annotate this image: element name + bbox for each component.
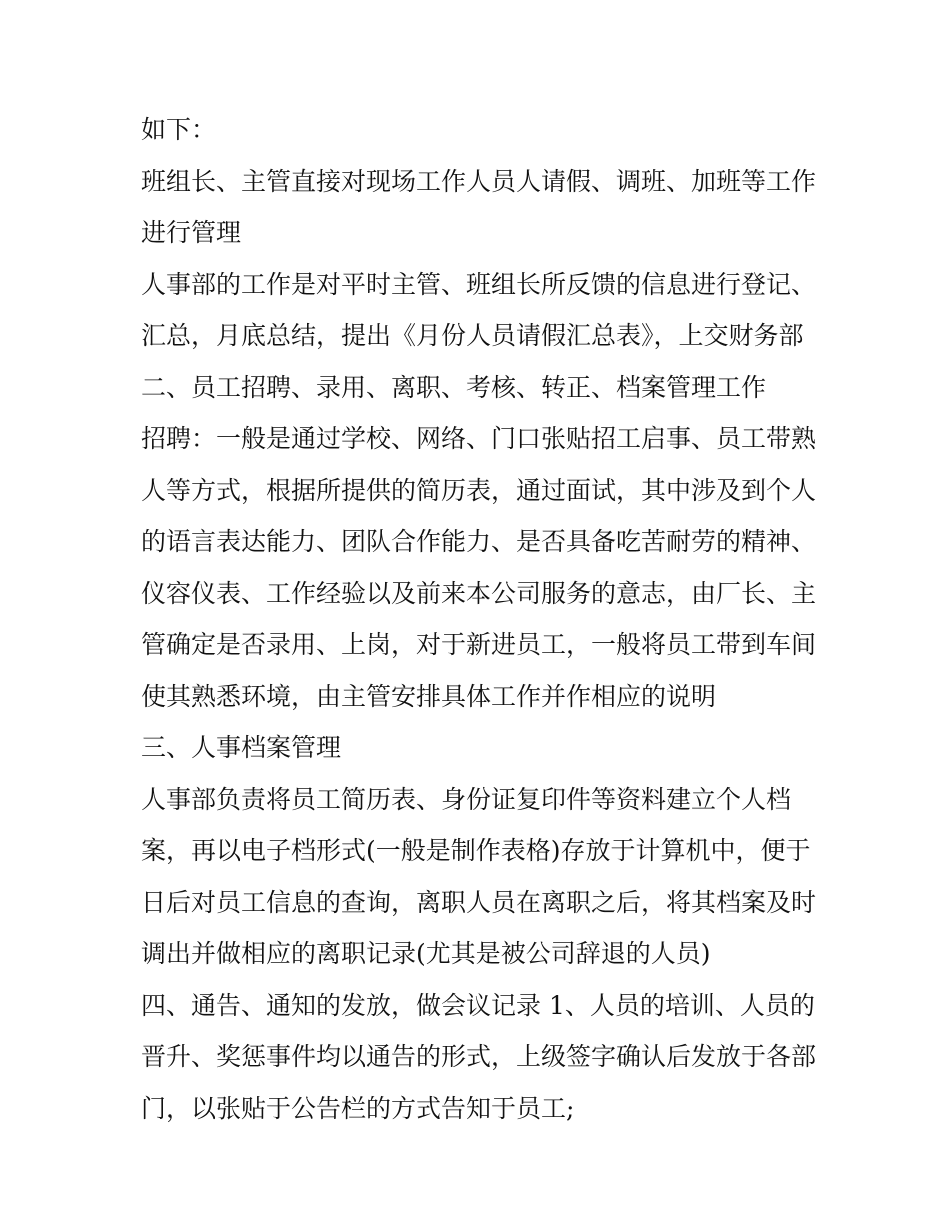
section-heading: 四、通告、通知的发放，做会议记录 1、人员的培训、人员的 xyxy=(141,990,815,1020)
text-line: 使其熟悉环境，由主管安排具体工作并作相应的说明 xyxy=(141,681,717,711)
section-heading: 三、人事档案管理 xyxy=(141,733,342,762)
text-line: 晋升、奖惩事件均以通告的形式，上级签字确认后发放于各部 xyxy=(141,1042,817,1071)
text-line: 汇总，月底总结，提出《月份人员请假汇总表》，上交财务部 xyxy=(141,321,804,350)
text-line: 进行管理 xyxy=(141,218,242,247)
text-line: 案，再以电子档形式(一般是制作表格)存放于计算机中，便于 xyxy=(141,836,811,865)
section-heading: 二、员工招聘、录用、离职、考核、转正、档案管理工作 xyxy=(141,372,767,402)
text-line: 人事部的工作是对平时主管、班组长所反馈的信息进行登记、 xyxy=(141,269,817,299)
text-line: 如下： xyxy=(141,115,217,144)
text-line: 招聘：一般是通过学校、网络、门口张贴招工启事、员工带熟 xyxy=(141,424,817,453)
text-line: 的语言表达能力、团队合作能力、是否具备吃苦耐劳的精神、 xyxy=(141,527,817,556)
text-line: 班组长、主管直接对现场工作人员人请假、调班、加班等工作 xyxy=(141,166,817,196)
text-line: 人等方式，根据所提供的简历表，通过面试，其中涉及到个人 xyxy=(141,475,817,505)
text-line: 人事部负责将员工简历表、身份证复印件等资料建立个人档 xyxy=(141,784,792,814)
text-line: 管确定是否录用、上岗，对于新进员工，一般将员工带到车间 xyxy=(141,630,817,659)
text-line: 仪容仪表、工作经验以及前来本公司服务的意志，由厂长、主 xyxy=(141,578,817,608)
text-line: 门，以张贴于公告栏的方式告知于员工; xyxy=(141,1093,575,1123)
text-line: 调出并做相应的离职记录(尤其是被公司辞退的人员) xyxy=(141,939,711,968)
document-body xyxy=(141,104,821,1134)
text-line: 日后对员工信息的查询，离职人员在离职之后，将其档案及时 xyxy=(141,887,817,917)
